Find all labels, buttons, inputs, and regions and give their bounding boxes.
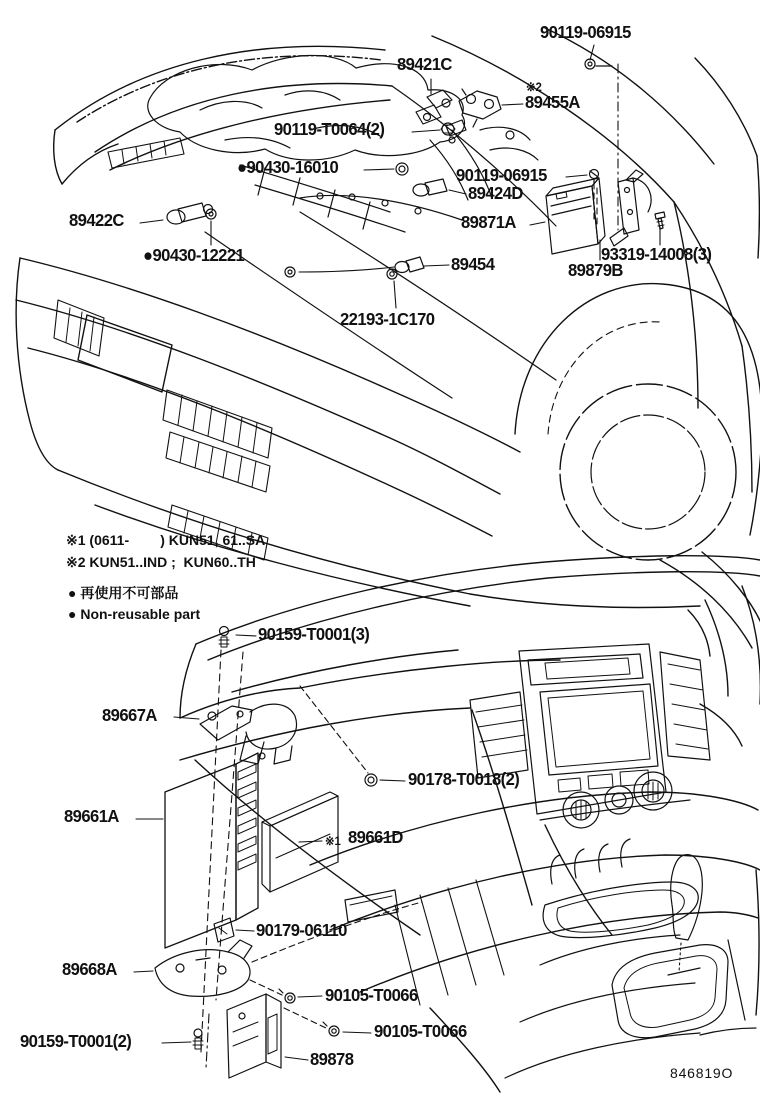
figure-code: 846819O (670, 1065, 734, 1081)
screw-90119-06915-mid (590, 170, 599, 185)
part-89422c-sensor (167, 203, 216, 224)
part-label-89667a: 89667A (102, 705, 157, 725)
part-label-89878: 89878 (310, 1049, 354, 1069)
part-label-90179-06110: 90179-06110 (256, 920, 347, 940)
part-label-90105-t0066-b: 90105-T0066 (374, 1021, 467, 1041)
part-89879b-bracket (610, 170, 651, 246)
note-ref2: ※2 KUN51..IND ; KUN60..TH (66, 554, 256, 570)
note-nonreusable-jp: ● 再使用不可部品 (68, 585, 179, 601)
note-ref1: ※1 (0611- ) KUN51, 61..SA (66, 532, 266, 548)
part-label-90119-t0064: 90119-T0064(2) (274, 119, 385, 139)
part-89878-box (227, 994, 281, 1078)
part-label-89879b: 89879B (568, 260, 623, 280)
part-89668a-bracket (155, 940, 252, 996)
part-label-89661a: 89661A (64, 806, 119, 826)
bolt-90119-t0064 (441, 123, 455, 135)
screw-90105-t0066-a (279, 989, 295, 1003)
part-label-89421c: 89421C (397, 54, 452, 74)
dashboard-illustration (155, 552, 760, 1092)
grommet-90430-16010 (396, 163, 408, 175)
part-label-89668a: 89668A (62, 959, 117, 979)
note-nonreusable-en: ● Non-reusable part (68, 606, 201, 622)
part-label-90430-12221: ●90430-12221 (143, 245, 245, 265)
grommet-90178-t0018 (365, 774, 377, 786)
clip-90179-06110 (214, 918, 234, 942)
part-label-89454: 89454 (451, 254, 495, 274)
part-label-90430-16010: ●90430-16010 (237, 157, 339, 177)
hood-outline (54, 46, 392, 184)
part-label-90159-t0001-3: 90159-T0001(3) (258, 624, 370, 644)
part-89661a-ecu (165, 753, 258, 948)
part-label-90105-t0066-a: 90105-T0066 (325, 985, 418, 1005)
part-89454-sensor (285, 257, 424, 277)
part-label-90119-06915-mid: 90119-06915 (456, 165, 547, 185)
part-label-89661d: 89661D (348, 827, 403, 847)
assembly-guide-lines (201, 64, 681, 1068)
part-label-90119-06915-top: 90119-06915 (540, 22, 631, 42)
dash-body (180, 552, 760, 935)
part-label-89422c: 89422C (69, 210, 124, 230)
part-label-93319-14008: 93319-14008(3) (601, 244, 712, 264)
ref2-marker: ※2 (526, 80, 542, 94)
part-label-89455a: 89455A (525, 92, 580, 112)
center-stack (470, 644, 710, 828)
part-label-89871a: 89871A (461, 212, 516, 232)
screw-90105-t0066-b (323, 1022, 339, 1036)
part-label-90159-t0001-2: 90159-T0001(2) (20, 1031, 132, 1051)
part-label-89424d: 89424D (468, 183, 523, 203)
part-89424d-sensor (413, 179, 447, 196)
part-label-90178-t0018: 90178-T0018(2) (408, 769, 520, 789)
front-wheel (515, 284, 760, 560)
center-console (505, 855, 756, 1081)
part-89455a-valve (459, 89, 501, 127)
screw-90159-t0001-3 (219, 627, 229, 648)
part-89871a-ecu (546, 178, 605, 254)
part-label-22193-1c170: 22193-1C170 (340, 309, 435, 329)
ref1-marker: ※1 (325, 834, 341, 848)
